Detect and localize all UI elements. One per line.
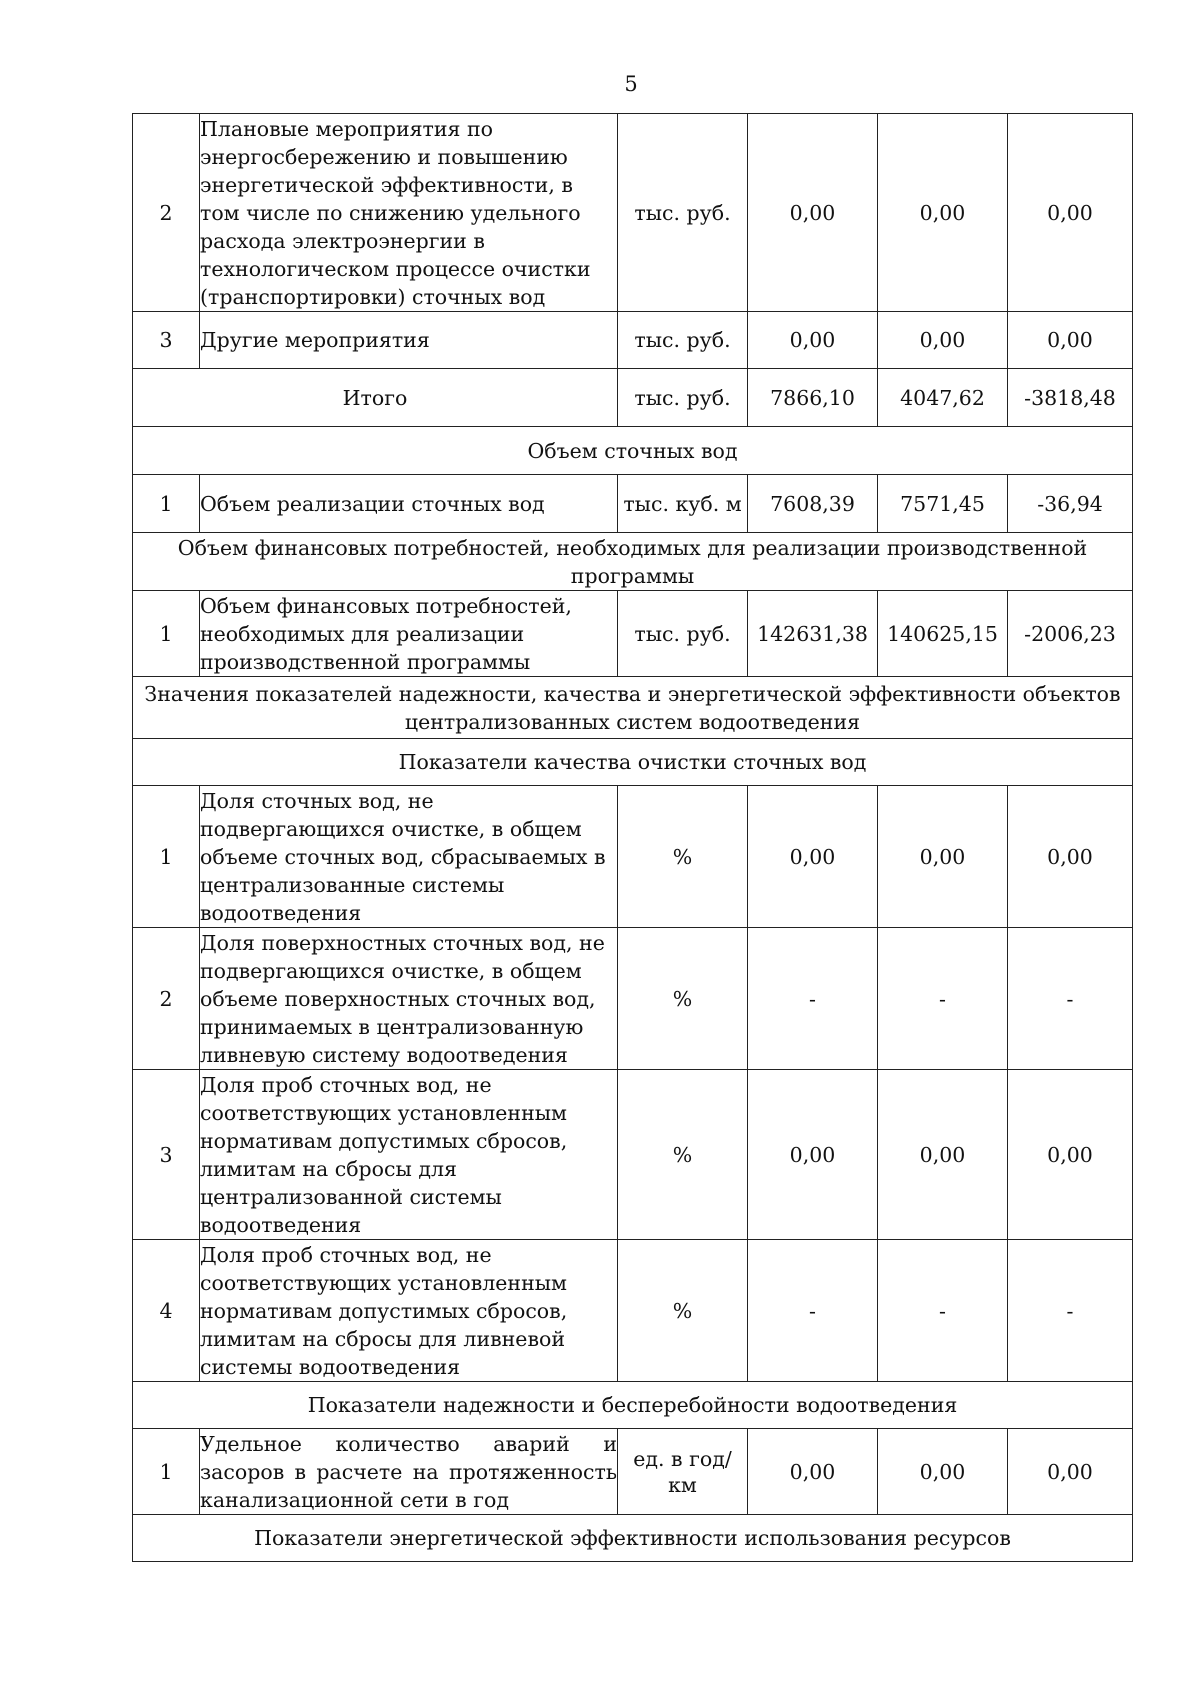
row-unit: тыс. руб. (618, 591, 748, 677)
value-cell: - (1008, 1240, 1133, 1382)
value-cell: -3818,48 (1008, 369, 1133, 427)
table-row (133, 1070, 1133, 1240)
row-number: 1 (133, 475, 200, 533)
row-description: Удельное количество аварий и засоров в расчете на протяженность канализационной сети в год (200, 1429, 618, 1515)
value-cell: 0,00 (748, 786, 878, 928)
page-number: 5 (624, 72, 638, 96)
value-cell: 0,00 (1008, 1070, 1133, 1240)
value-cell: 7608,39 (748, 475, 878, 533)
row-number: 2 (133, 928, 200, 1070)
row-unit: % (618, 928, 748, 1070)
row-description: Другие мероприятия (200, 312, 618, 369)
value-cell: 0,00 (1008, 114, 1133, 312)
row-number: 2 (133, 114, 200, 312)
section-title-indicators: Значения показателей надежности, качества и энергетической эффективности объектов централизованных систем водоотведения (133, 677, 1133, 739)
table-row (133, 475, 1133, 533)
table-row (133, 1240, 1133, 1382)
value-cell: 0,00 (748, 312, 878, 369)
value-cell: 142631,38 (748, 591, 878, 677)
row-description: Объем финансовых потребностей, необходимых для реализации производственной программы (200, 591, 618, 677)
total-row (133, 369, 1133, 427)
value-cell: -36,94 (1008, 475, 1133, 533)
row-number: 1 (133, 1429, 200, 1515)
section-title-quality: Показатели качества очистки сточных вод (133, 739, 1133, 786)
row-description: Доля поверхностных сточных вод, не подвергающихся очистке, в общем объеме поверхностных сточных вод, принимаемых в централизованную ливневую систему водоотведения (200, 928, 618, 1070)
value-cell: 0,00 (1008, 786, 1133, 928)
table-row (133, 591, 1133, 677)
value-cell: 7571,45 (878, 475, 1008, 533)
value-cell: 7866,10 (748, 369, 878, 427)
value-cell: - (748, 1240, 878, 1382)
table-row (133, 786, 1133, 928)
value-cell: 0,00 (748, 1429, 878, 1515)
row-unit: % (618, 786, 748, 928)
row-unit: тыс. руб. (618, 114, 748, 312)
value-cell: 0,00 (1008, 1429, 1133, 1515)
value-cell: 0,00 (1008, 312, 1133, 369)
value-cell: - (878, 928, 1008, 1070)
row-unit: тыс. руб. (618, 369, 748, 427)
row-number: 3 (133, 312, 200, 369)
row-description: Доля проб сточных вод, не соответствующих установленным нормативам допустимых сбросов, лимитам на сбросы для ливневой системы водоотведения (200, 1240, 618, 1382)
section-title-finance: Объем финансовых потребностей, необходимых для реализации производственной программы (133, 533, 1133, 591)
value-cell: 140625,15 (878, 591, 1008, 677)
value-cell: - (748, 928, 878, 1070)
table-row (133, 928, 1133, 1070)
section-header (133, 427, 1133, 475)
section-title-reliability: Показатели надежности и бесперебойности водоотведения (133, 1382, 1133, 1429)
indicators-table (132, 113, 1133, 1562)
row-unit: ед. в год/ км (633, 1446, 732, 1497)
value-cell: 4047,62 (878, 369, 1008, 427)
value-cell: -2006,23 (1008, 591, 1133, 677)
section-header (133, 533, 1133, 591)
value-cell: 0,00 (748, 114, 878, 312)
row-description: Доля сточных вод, не подвергающихся очистке, в общем объеме сточных вод, сбрасываемых в централизованные системы водоотведения (200, 786, 618, 928)
section-header (133, 677, 1133, 739)
value-cell: - (1008, 928, 1133, 1070)
value-cell: 0,00 (878, 1070, 1008, 1240)
row-number: 3 (133, 1070, 200, 1240)
value-cell: 0,00 (878, 786, 1008, 928)
row-number: 4 (133, 1240, 200, 1382)
row-unit: тыс. куб. м (623, 491, 742, 516)
section-header (133, 1382, 1133, 1429)
value-cell: 0,00 (878, 312, 1008, 369)
row-description: Плановые мероприятия по энергосбережению и повышению энергетической эффективности, в том числе по снижению удельного расхода электроэнергии в технологическом процессе очистки (транспортировки) сточных вод (200, 114, 618, 312)
section-title-energy: Показатели энергетической эффективности использования ресурсов (133, 1515, 1133, 1562)
value-cell: - (878, 1240, 1008, 1382)
section-header (133, 739, 1133, 786)
section-header (133, 1515, 1133, 1562)
row-description: Объем реализации сточных вод (200, 475, 618, 533)
row-unit: тыс. руб. (618, 312, 748, 369)
table-row (133, 312, 1133, 369)
row-description: Доля проб сточных вод, не соответствующих установленным нормативам допустимых сбросов, лимитам на сбросы для централизованной системы водоотведения (200, 1070, 618, 1240)
table-row (133, 114, 1133, 312)
table-row (133, 1429, 1133, 1515)
value-cell: 0,00 (748, 1070, 878, 1240)
total-label: Итого (133, 369, 618, 427)
value-cell: 0,00 (878, 1429, 1008, 1515)
section-title-volume: Объем сточных вод (133, 427, 1133, 475)
row-number: 1 (133, 786, 200, 928)
row-number: 1 (133, 591, 200, 677)
value-cell: 0,00 (878, 114, 1008, 312)
row-unit: % (618, 1070, 748, 1240)
row-unit: % (618, 1240, 748, 1382)
